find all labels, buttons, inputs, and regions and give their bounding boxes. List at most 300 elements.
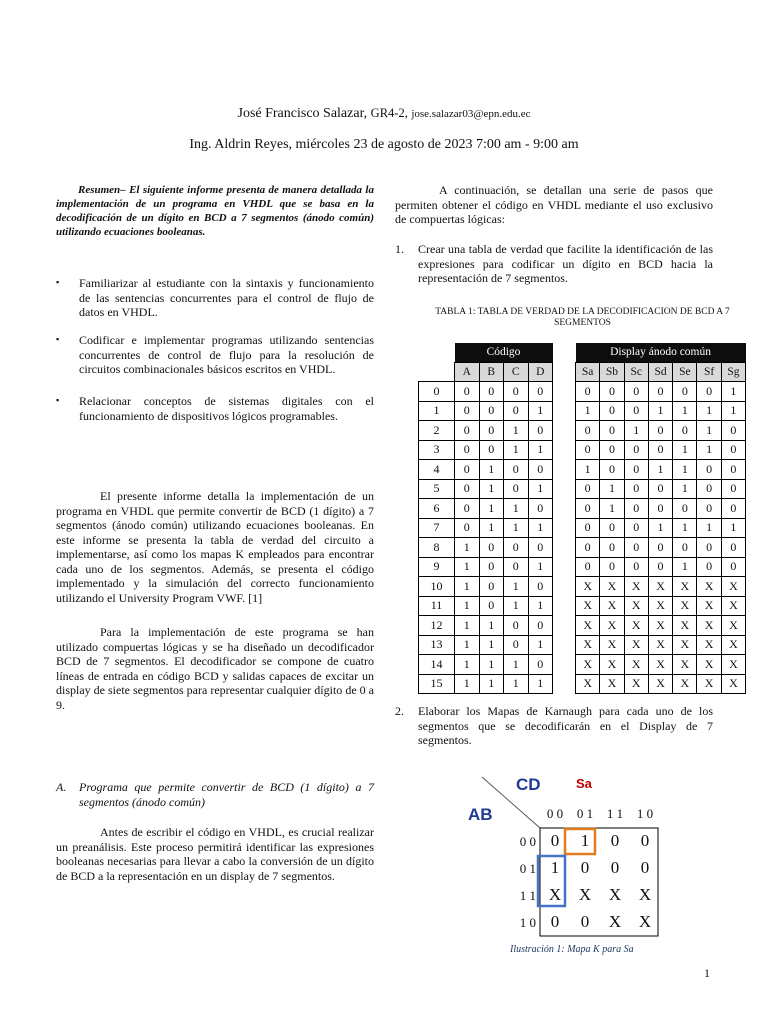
output-cell: X bbox=[697, 596, 721, 616]
output-cell: X bbox=[673, 616, 697, 636]
output-cell: 0 bbox=[624, 557, 648, 577]
input-cell: 0 bbox=[479, 401, 504, 421]
output-cell: 1 bbox=[648, 460, 672, 480]
output-cell: 0 bbox=[648, 557, 672, 577]
objective-item bbox=[56, 333, 374, 378]
kmap-cell: 0 bbox=[550, 831, 560, 850]
kmap-cell: 0 bbox=[580, 912, 590, 931]
output-cell: X bbox=[624, 596, 648, 616]
row-index: 6 bbox=[419, 499, 455, 519]
output-cell: X bbox=[576, 596, 600, 616]
table-row bbox=[576, 596, 746, 616]
output-cell: X bbox=[576, 655, 600, 675]
output-cell: X bbox=[648, 596, 672, 616]
section-a-paragraph: Antes de escribir el código en VHDL, es crucial realizar un preanálisis. Este proceso permitirá identificar las expresiones booleanas necesarias para llevar a cabo la conversión de un dígito de BCD a la representación en un display de 7 segmentos. bbox=[56, 825, 374, 883]
output-cell: 0 bbox=[697, 382, 721, 402]
cd-label: CD bbox=[516, 775, 541, 794]
kmap-cell: X bbox=[578, 885, 592, 904]
output-cell: 0 bbox=[624, 440, 648, 460]
output-cell: X bbox=[576, 674, 600, 694]
input-cell: 0 bbox=[455, 440, 480, 460]
input-cell: 0 bbox=[479, 382, 504, 402]
column-header: Sb bbox=[600, 362, 624, 382]
output-cell: X bbox=[721, 616, 745, 636]
row-index: 15 bbox=[419, 674, 455, 694]
input-cell: 1 bbox=[504, 596, 529, 616]
output-cell: X bbox=[600, 616, 624, 636]
output-cell: 0 bbox=[576, 557, 600, 577]
input-cell: 0 bbox=[504, 557, 529, 577]
step-text: Elaborar los Mapas de Karnaugh para cada uno de los segmentos que se decodificarán en el Display de 7 segmentos. bbox=[418, 704, 713, 747]
output-cell: X bbox=[624, 655, 648, 675]
input-cell: 0 bbox=[528, 616, 553, 636]
input-cell: 0 bbox=[455, 460, 480, 480]
kmap-cell: X bbox=[638, 912, 652, 931]
kmap-title: Sa bbox=[576, 776, 592, 791]
input-cell: 0 bbox=[479, 596, 504, 616]
input-cell: 1 bbox=[479, 518, 504, 538]
input-cell: 0 bbox=[504, 616, 529, 636]
input-cell: 0 bbox=[455, 518, 480, 538]
output-cell: X bbox=[697, 635, 721, 655]
truth-table-inputs bbox=[418, 343, 553, 694]
table-row bbox=[419, 674, 553, 694]
step-item bbox=[395, 704, 713, 749]
output-cell: 0 bbox=[576, 538, 600, 558]
output-cell: 1 bbox=[576, 460, 600, 480]
bullet-icon: ▪ bbox=[56, 334, 60, 344]
output-cell: 0 bbox=[673, 421, 697, 441]
output-cell: 0 bbox=[721, 479, 745, 499]
input-cell: 0 bbox=[528, 538, 553, 558]
output-cell: 0 bbox=[600, 440, 624, 460]
section-number: A. bbox=[56, 780, 67, 794]
input-cell: 1 bbox=[455, 635, 480, 655]
output-cell: 0 bbox=[600, 538, 624, 558]
output-cell: X bbox=[600, 577, 624, 597]
kmap-cell: X bbox=[548, 885, 562, 904]
output-cell: X bbox=[600, 674, 624, 694]
row-index: 12 bbox=[419, 616, 455, 636]
input-cell: 1 bbox=[455, 655, 480, 675]
table-row bbox=[576, 499, 746, 519]
output-cell: 1 bbox=[673, 440, 697, 460]
output-cell: 1 bbox=[624, 421, 648, 441]
output-cell: 1 bbox=[648, 518, 672, 538]
author-email: jose.salazar03@epn.edu.ec bbox=[411, 108, 531, 120]
column-header: A bbox=[455, 362, 480, 382]
output-cell: X bbox=[576, 577, 600, 597]
bullet-icon: ▪ bbox=[56, 395, 60, 405]
ab-label: AB bbox=[468, 805, 493, 824]
output-cell: 1 bbox=[576, 401, 600, 421]
output-cell: 0 bbox=[721, 460, 745, 480]
table-row bbox=[419, 635, 553, 655]
input-cell: 0 bbox=[528, 499, 553, 519]
input-cell: 1 bbox=[528, 635, 553, 655]
row-index: 5 bbox=[419, 479, 455, 499]
output-cell: 1 bbox=[673, 460, 697, 480]
kmap-cell: 0 bbox=[640, 831, 650, 850]
table-row bbox=[419, 460, 553, 480]
row-index: 9 bbox=[419, 557, 455, 577]
right-intro: A continuación, se detallan una serie de pasos que permiten obtener el código en VHDL mediante el uso exclusivo de compuertas lógicas: bbox=[395, 183, 713, 226]
display-group-header: Display ánodo común bbox=[576, 343, 746, 362]
intro-paragraph: Para la implementación de este programa se han utilizado compuertas lógicas y se ha diseñado un decodificador BCD de 7 segmentos. El decodificador se compone de cuatro líneas de entrada en código BCD y salidas capaces de excitar un display de siete segmentos para representar cualquier dígito de 0 a 9. bbox=[56, 625, 374, 712]
output-cell: 0 bbox=[697, 460, 721, 480]
output-cell: 1 bbox=[697, 440, 721, 460]
output-cell: 0 bbox=[624, 538, 648, 558]
input-cell: 1 bbox=[479, 499, 504, 519]
output-cell: X bbox=[721, 577, 745, 597]
table-row bbox=[419, 655, 553, 675]
kmap-cell: 0 bbox=[610, 831, 620, 850]
output-cell: X bbox=[721, 596, 745, 616]
input-cell: 1 bbox=[504, 421, 529, 441]
output-cell: 1 bbox=[673, 401, 697, 421]
input-cell: 1 bbox=[528, 440, 553, 460]
input-cell: 0 bbox=[504, 479, 529, 499]
output-cell: 0 bbox=[624, 499, 648, 519]
output-cell: 0 bbox=[600, 460, 624, 480]
table-row bbox=[419, 557, 553, 577]
author-name: José Francisco Salazar, bbox=[237, 106, 368, 121]
table-row bbox=[576, 518, 746, 538]
output-cell: 1 bbox=[648, 401, 672, 421]
input-cell: 0 bbox=[504, 635, 529, 655]
code-group-header: Código bbox=[455, 343, 553, 362]
input-cell: 0 bbox=[455, 479, 480, 499]
output-cell: 0 bbox=[624, 518, 648, 538]
input-cell: 1 bbox=[528, 479, 553, 499]
kmap-row-label: 0 0 bbox=[519, 834, 536, 849]
input-cell: 1 bbox=[479, 479, 504, 499]
row-index: 3 bbox=[419, 440, 455, 460]
input-cell: 0 bbox=[455, 499, 480, 519]
output-cell: 0 bbox=[600, 421, 624, 441]
output-cell: X bbox=[673, 674, 697, 694]
output-cell: X bbox=[624, 616, 648, 636]
output-cell: 1 bbox=[600, 479, 624, 499]
kmap-row-label: 1 0 bbox=[519, 915, 536, 930]
row-index: 8 bbox=[419, 538, 455, 558]
output-cell: 1 bbox=[721, 401, 745, 421]
input-cell: 1 bbox=[479, 674, 504, 694]
table-row bbox=[419, 401, 553, 421]
output-cell: X bbox=[721, 635, 745, 655]
output-cell: 0 bbox=[600, 518, 624, 538]
kmap-cell: X bbox=[638, 885, 652, 904]
input-cell: 1 bbox=[479, 635, 504, 655]
table-row bbox=[576, 538, 746, 558]
output-cell: 0 bbox=[648, 538, 672, 558]
objective-text: Codificar e implementar programas utilizando sentencias concurrentes de control de flujo para la resolución de circuitos combinacionales básicos escritos en VHDL. bbox=[79, 333, 374, 376]
row-index: 14 bbox=[419, 655, 455, 675]
abstract-text: El siguiente informe presenta de manera detallada la implementación de un programa en VHDL que se basa en la decodificación de un dígito en BCD a 7 segmentos (ánodo común) utilizando ecuaciones booleanas. bbox=[56, 184, 374, 238]
table-row bbox=[576, 577, 746, 597]
output-cell: X bbox=[576, 635, 600, 655]
output-cell: X bbox=[673, 596, 697, 616]
output-cell: X bbox=[697, 577, 721, 597]
output-cell: X bbox=[600, 635, 624, 655]
column-header: B bbox=[479, 362, 504, 382]
objective-text: Familiarizar al estudiante con la sintaxis y funcionamiento de las sentencias concurrentes para el control de flujo de datos en VHDL. bbox=[79, 276, 374, 319]
column-header: Sg bbox=[721, 362, 745, 382]
output-cell: 1 bbox=[673, 518, 697, 538]
output-cell: 1 bbox=[673, 479, 697, 499]
output-cell: 0 bbox=[697, 479, 721, 499]
output-cell: X bbox=[648, 655, 672, 675]
row-index: 10 bbox=[419, 577, 455, 597]
row-index: 4 bbox=[419, 460, 455, 480]
objective-item bbox=[56, 394, 374, 424]
step-number: 1. bbox=[395, 242, 404, 256]
input-cell: 1 bbox=[455, 616, 480, 636]
input-cell: 0 bbox=[504, 401, 529, 421]
kmap-col-label: 1 1 bbox=[606, 806, 624, 821]
output-cell: 0 bbox=[624, 460, 648, 480]
kmap-col-label: 1 0 bbox=[636, 806, 654, 821]
output-cell: 1 bbox=[697, 518, 721, 538]
table-row bbox=[419, 518, 553, 538]
output-cell: 1 bbox=[600, 499, 624, 519]
output-cell: X bbox=[600, 655, 624, 675]
output-cell: 1 bbox=[697, 401, 721, 421]
input-cell: 1 bbox=[504, 440, 529, 460]
input-cell: 1 bbox=[504, 499, 529, 519]
column-header: C bbox=[504, 362, 529, 382]
step-item bbox=[395, 242, 713, 287]
output-cell: 0 bbox=[600, 557, 624, 577]
row-index: 1 bbox=[419, 401, 455, 421]
table-row bbox=[419, 382, 553, 402]
output-cell: X bbox=[648, 674, 672, 694]
output-cell: X bbox=[624, 635, 648, 655]
kmap-cell: 0 bbox=[640, 858, 650, 877]
output-cell: 0 bbox=[721, 499, 745, 519]
row-index: 7 bbox=[419, 518, 455, 538]
input-cell: 0 bbox=[479, 577, 504, 597]
input-cell: 1 bbox=[504, 655, 529, 675]
kmap-col-label: 0 0 bbox=[546, 806, 564, 821]
table-row bbox=[576, 674, 746, 694]
output-cell: X bbox=[648, 577, 672, 597]
objective-text: Relacionar conceptos de sistemas digitales con el funcionamiento de dispositivos lógicos programables. bbox=[79, 394, 374, 423]
output-cell: 0 bbox=[648, 499, 672, 519]
section-a-heading bbox=[56, 780, 374, 810]
output-cell: 0 bbox=[624, 479, 648, 499]
output-cell: X bbox=[673, 635, 697, 655]
karnaugh-map bbox=[450, 772, 740, 962]
input-cell: 1 bbox=[528, 674, 553, 694]
table-row bbox=[419, 479, 553, 499]
truth-table-outputs bbox=[575, 343, 746, 694]
kmap-cell: X bbox=[608, 912, 622, 931]
table-row bbox=[419, 596, 553, 616]
table-row bbox=[576, 616, 746, 636]
row-index: 11 bbox=[419, 596, 455, 616]
output-cell: 0 bbox=[721, 440, 745, 460]
output-cell: 0 bbox=[673, 382, 697, 402]
input-cell: 1 bbox=[504, 577, 529, 597]
input-cell: 1 bbox=[528, 596, 553, 616]
row-index: 2 bbox=[419, 421, 455, 441]
bullet-icon: ▪ bbox=[56, 277, 60, 287]
output-cell: 0 bbox=[697, 538, 721, 558]
input-cell: 0 bbox=[455, 401, 480, 421]
table-row bbox=[419, 616, 553, 636]
input-cell: 1 bbox=[479, 460, 504, 480]
output-cell: X bbox=[600, 596, 624, 616]
input-cell: 0 bbox=[528, 382, 553, 402]
column-header: Sf bbox=[697, 362, 721, 382]
input-cell: 1 bbox=[455, 674, 480, 694]
row-index: 0 bbox=[419, 382, 455, 402]
output-cell: 0 bbox=[648, 479, 672, 499]
abstract-label: Resumen– bbox=[78, 184, 126, 196]
output-cell: X bbox=[697, 674, 721, 694]
input-cell: 0 bbox=[528, 655, 553, 675]
output-cell: 0 bbox=[697, 557, 721, 577]
input-cell: 0 bbox=[504, 538, 529, 558]
kmap-cell: 0 bbox=[550, 912, 560, 931]
output-cell: 0 bbox=[673, 538, 697, 558]
output-cell: 0 bbox=[624, 382, 648, 402]
input-cell: 0 bbox=[504, 382, 529, 402]
intro-paragraph: El presente informe detalla la implementación de un programa en VHDL que permite convertir de BCD (1 dígito) a 7 segmentos (ánodo común) utilizando ecuaciones booleanas. En este informe se presenta la tabla de verdad del circuito a implementarse, así como los mapas K empleados para encontrar cada uno de los segmentos. Además, se presenta el código implementado y la simulación del correcto funcionamiento utilizando el University Program VWF. [1] bbox=[56, 489, 374, 605]
output-cell: 0 bbox=[576, 518, 600, 538]
table-row bbox=[419, 421, 553, 441]
kmap-caption: Ilustración 1: Mapa K para Sa bbox=[510, 944, 634, 955]
table-row bbox=[419, 577, 553, 597]
input-cell: 1 bbox=[455, 577, 480, 597]
output-cell: X bbox=[648, 635, 672, 655]
kmap-cell: 0 bbox=[580, 858, 590, 877]
table-row bbox=[576, 440, 746, 460]
input-cell: 1 bbox=[528, 518, 553, 538]
output-cell: 1 bbox=[673, 557, 697, 577]
output-cell: 0 bbox=[600, 401, 624, 421]
column-header: Sa bbox=[576, 362, 600, 382]
column-header: D bbox=[528, 362, 553, 382]
output-cell: 0 bbox=[600, 382, 624, 402]
step-text: Crear una tabla de verdad que facilite la identificación de las expresiones para codificar un dígito en BCD hacia la representación de 7 segmentos. bbox=[418, 242, 713, 285]
input-cell: 0 bbox=[528, 577, 553, 597]
kmap-cell: 1 bbox=[580, 831, 590, 850]
output-cell: X bbox=[624, 577, 648, 597]
column-header: Sd bbox=[648, 362, 672, 382]
step-number: 2. bbox=[395, 704, 404, 718]
kmap-row-label: 1 1 bbox=[519, 888, 536, 903]
abstract bbox=[56, 183, 374, 239]
column-header: Sc bbox=[624, 362, 648, 382]
input-cell: 0 bbox=[455, 421, 480, 441]
output-cell: 0 bbox=[721, 421, 745, 441]
output-cell: 0 bbox=[648, 382, 672, 402]
output-cell: 1 bbox=[721, 518, 745, 538]
output-cell: 0 bbox=[648, 421, 672, 441]
input-cell: 1 bbox=[455, 596, 480, 616]
output-cell: 0 bbox=[721, 557, 745, 577]
output-cell: X bbox=[697, 655, 721, 675]
output-cell: 0 bbox=[576, 440, 600, 460]
table-caption: TABLA 1: TABLA DE VERDAD DE LA DECODIFICACION DE BCD A 7 SEGMENTOS bbox=[435, 307, 730, 328]
table-row bbox=[576, 479, 746, 499]
input-cell: 0 bbox=[455, 382, 480, 402]
column-header: Se bbox=[673, 362, 697, 382]
input-cell: 1 bbox=[479, 655, 504, 675]
output-cell: 1 bbox=[697, 421, 721, 441]
output-cell: 0 bbox=[624, 401, 648, 421]
input-cell: 1 bbox=[528, 557, 553, 577]
section-title: Programa que permite convertir de BCD (1 dígito) a 7 segmentos (ánodo común) bbox=[79, 780, 374, 809]
input-cell: 0 bbox=[504, 460, 529, 480]
table-row bbox=[576, 635, 746, 655]
output-cell: X bbox=[697, 616, 721, 636]
output-cell: 0 bbox=[721, 538, 745, 558]
page-number: 1 bbox=[704, 966, 710, 980]
input-cell: 1 bbox=[455, 557, 480, 577]
output-cell: X bbox=[721, 655, 745, 675]
objective-item bbox=[56, 276, 374, 321]
table-row bbox=[576, 460, 746, 480]
kmap-cell: 0 bbox=[610, 858, 620, 877]
input-cell: 1 bbox=[479, 616, 504, 636]
output-cell: X bbox=[624, 674, 648, 694]
output-cell: X bbox=[673, 655, 697, 675]
output-cell: 0 bbox=[576, 382, 600, 402]
input-cell: 0 bbox=[528, 421, 553, 441]
kmap-cell: X bbox=[608, 885, 622, 904]
author-group: GR4-2, bbox=[370, 106, 408, 120]
input-cell: 0 bbox=[479, 538, 504, 558]
input-cell: 1 bbox=[528, 401, 553, 421]
output-cell: X bbox=[721, 674, 745, 694]
output-cell: 0 bbox=[673, 499, 697, 519]
output-cell: 1 bbox=[721, 382, 745, 402]
input-cell: 1 bbox=[504, 674, 529, 694]
kmap-col-label: 0 1 bbox=[576, 806, 594, 821]
output-cell: 0 bbox=[648, 440, 672, 460]
table-row bbox=[419, 499, 553, 519]
output-cell: X bbox=[648, 616, 672, 636]
input-cell: 0 bbox=[479, 557, 504, 577]
author-line bbox=[0, 106, 768, 122]
input-cell: 0 bbox=[479, 421, 504, 441]
table-row bbox=[576, 401, 746, 421]
table-row bbox=[419, 440, 553, 460]
row-index: 13 bbox=[419, 635, 455, 655]
output-cell: 0 bbox=[576, 499, 600, 519]
input-cell: 1 bbox=[455, 538, 480, 558]
kmap-row-label: 0 1 bbox=[519, 861, 536, 876]
input-cell: 0 bbox=[479, 440, 504, 460]
output-cell: 0 bbox=[576, 479, 600, 499]
blank-header bbox=[419, 343, 455, 362]
table-row bbox=[576, 382, 746, 402]
table-row bbox=[576, 655, 746, 675]
course-line: Ing. Aldrin Reyes, miércoles 23 de agosto de 2023 7:00 am - 9:00 am bbox=[189, 137, 579, 152]
input-cell: 0 bbox=[528, 460, 553, 480]
output-cell: X bbox=[673, 577, 697, 597]
output-cell: 0 bbox=[576, 421, 600, 441]
kmap-cell: 1 bbox=[550, 858, 560, 877]
input-cell: 1 bbox=[504, 518, 529, 538]
table-row bbox=[576, 421, 746, 441]
blank-header bbox=[419, 362, 455, 382]
table-row bbox=[419, 538, 553, 558]
output-cell: 0 bbox=[697, 499, 721, 519]
